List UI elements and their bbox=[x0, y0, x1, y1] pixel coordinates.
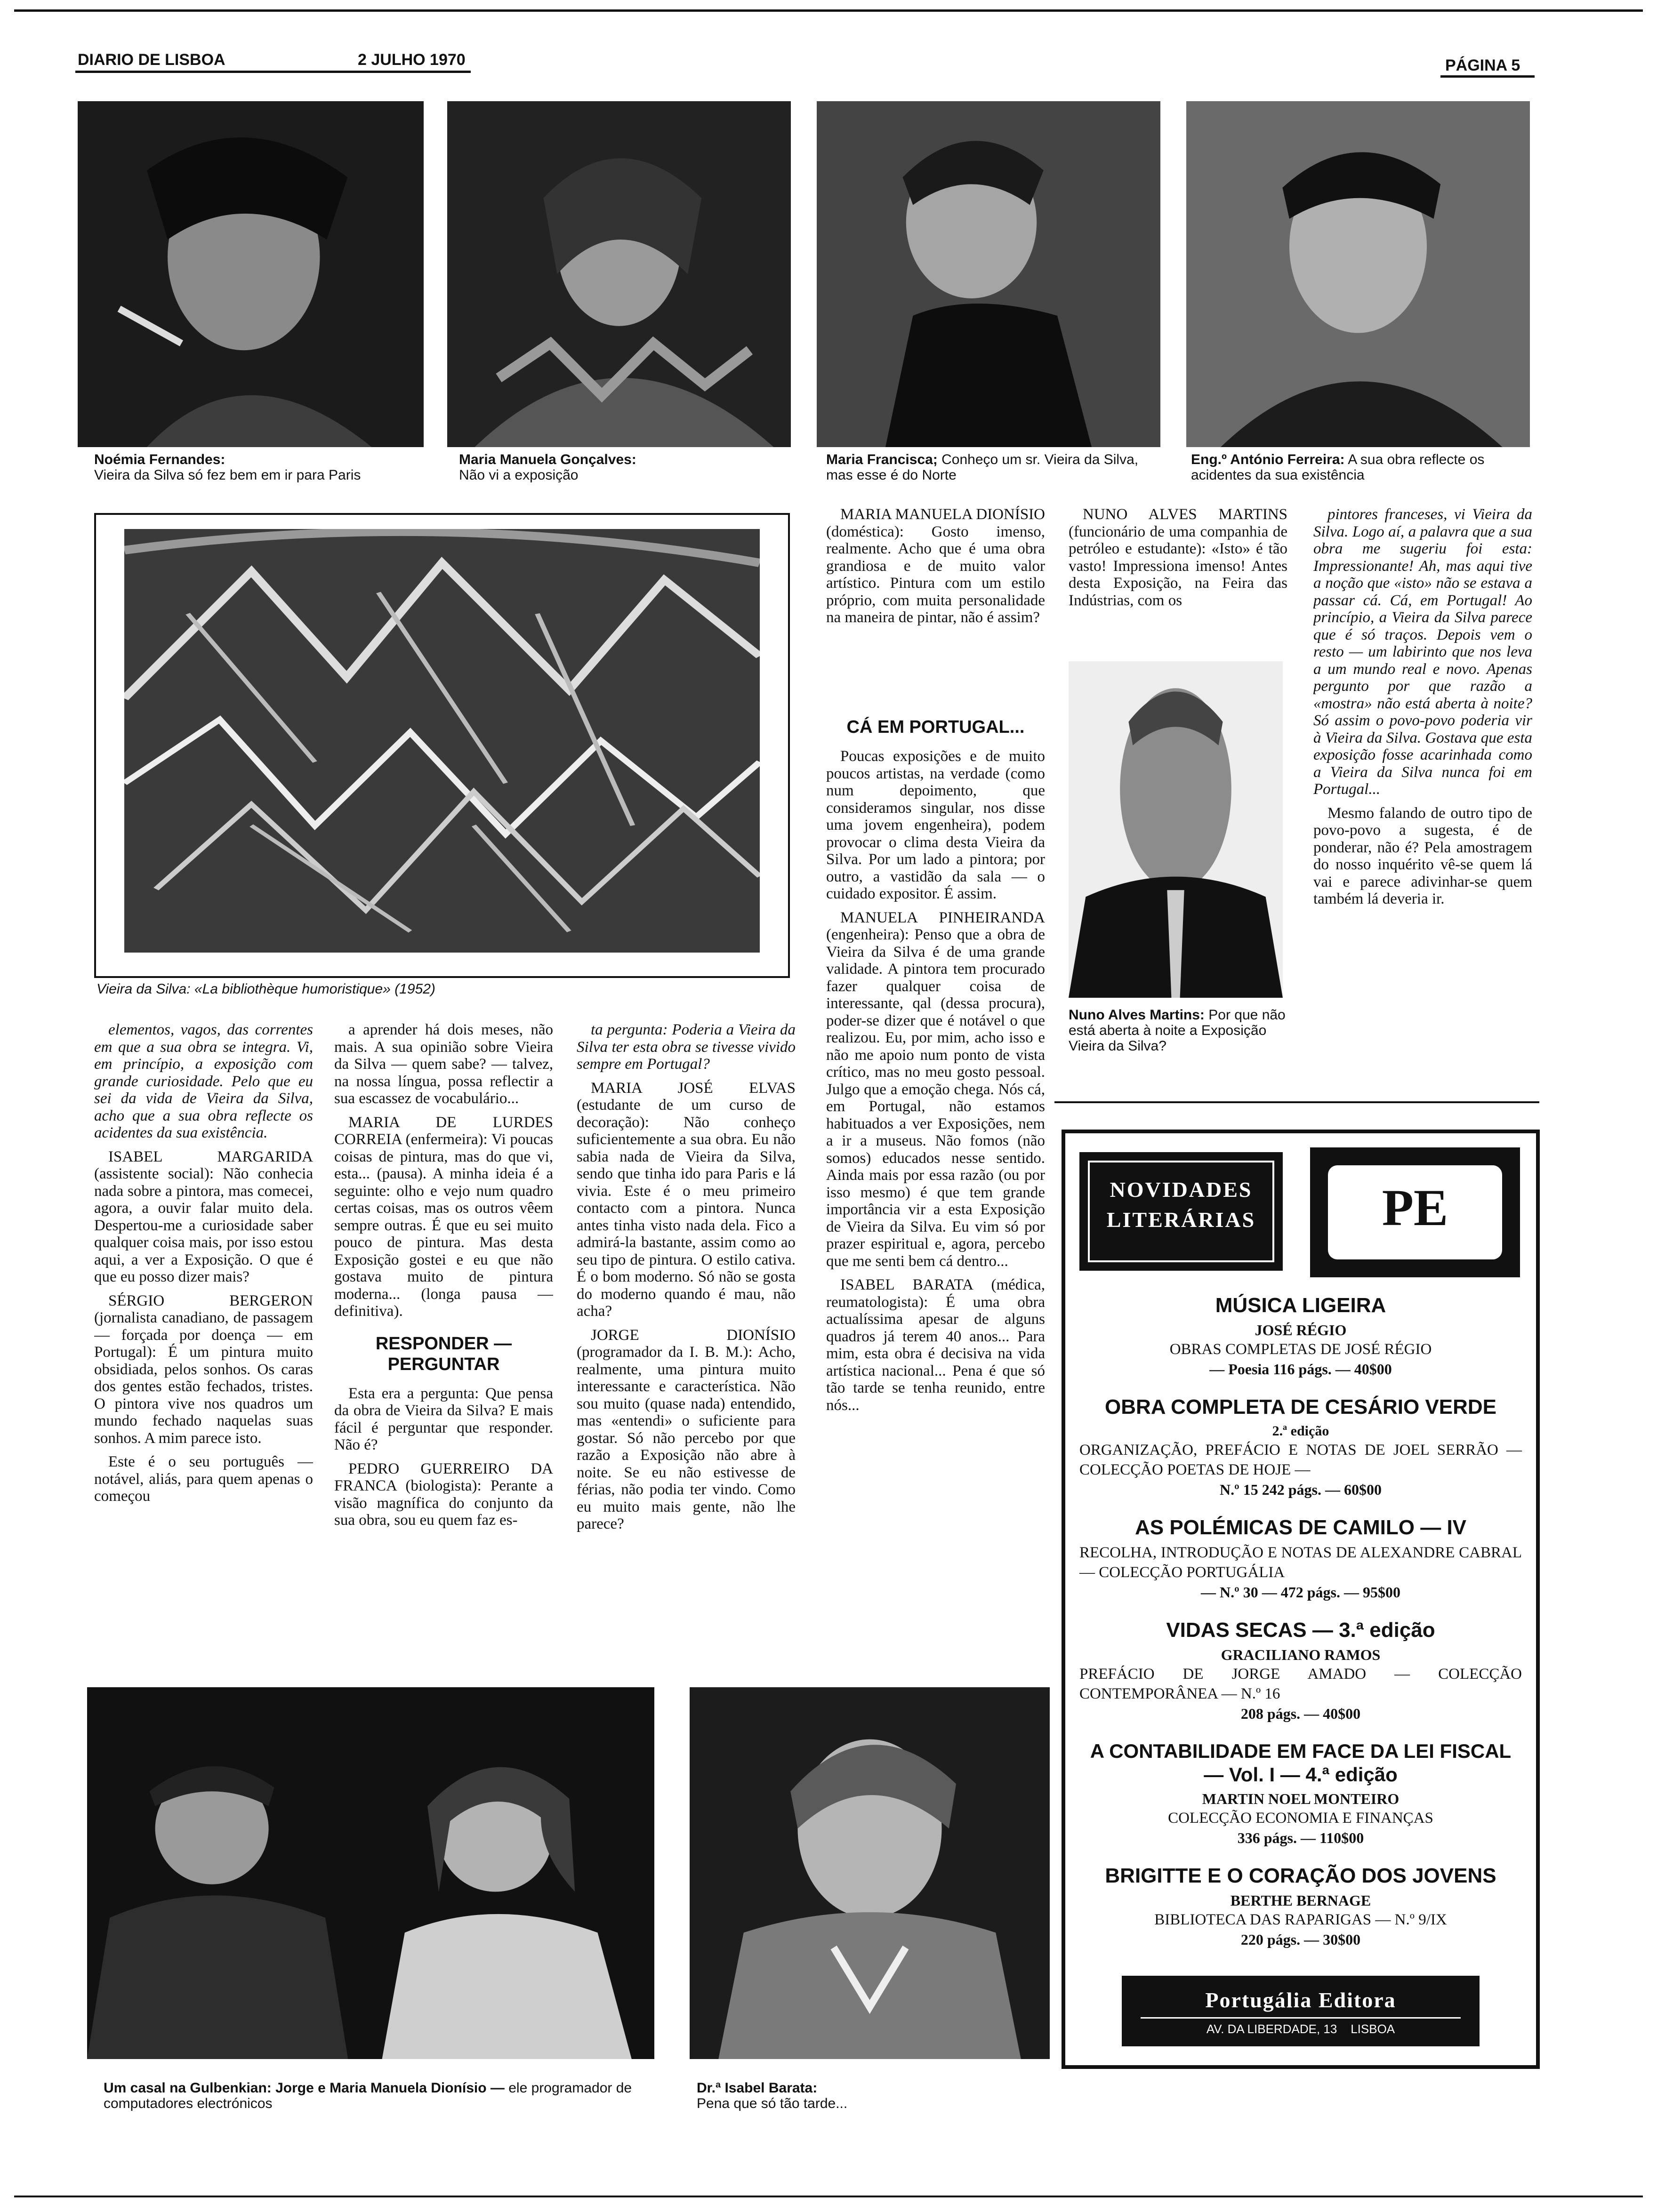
paragraph-mesmo-falando: Mesmo falando de outro tipo de povo-povo a sugesta, é de ponderar, não é? Pela amostragem do nosso inquérito vê-se quem lá vai e parece adivinhar-se quem também lá deveria ir. bbox=[1313, 804, 1532, 907]
book-price: 208 págs. — 40$00 bbox=[1240, 1705, 1361, 1722]
banner-line-2: LITERÁRIAS bbox=[1106, 1208, 1256, 1232]
paragraph-nuno-alves-martins: NUNO ALVES MARTINS (funcionário de uma companhia de petróleo e estudante): «Isto» é tão vasto! Impressiona imenso! Antes desta Exposição, na Feira das Indústrias, com os bbox=[1069, 506, 1287, 609]
caption-isabel-barata: Dr.ª Isabel Barata: Pena que só tão tarde... bbox=[697, 2080, 848, 2111]
book-price: — Poesia 116 págs. — 40$00 bbox=[1209, 1361, 1392, 1378]
book-price: 220 págs. — 30$00 bbox=[1240, 1931, 1361, 1948]
paragraph-poucas-exposicoes: Poucas exposições e de muito poucos artistas, na verdade (como num depoimento, que consideramos singular, nos disse uma jovem engenheira), podem provocar o clima desta Vieira da Silva. Por um lado a pintora; por outro, a vastidão da sala — o cuidado expositor. É assim. bbox=[826, 748, 1045, 902]
book-detail: PREFÁCIO DE JORGE AMADO — COLECÇÃO CONTEMPORÂNEA — N.º 16 bbox=[1079, 1666, 1522, 1702]
paragraph-sergio-bergeron: SÉRGIO BERGERON (jornalista canadiano, de passagem — forçada por doença — em Portugal): É um pintura muito obsidiada, pelos sonhos. Os caras dos gentes estão fechados, tristes. O pintora vive nos quadros um mundo fechado naquelas suas sonhos. A mim parece isto. bbox=[94, 1292, 313, 1447]
book-detail: COLECÇÃO ECONOMIA E FINANÇAS bbox=[1168, 1810, 1433, 1827]
column-a bbox=[826, 506, 1045, 694]
photo-maria-francisca bbox=[817, 101, 1160, 447]
book-detail: BIBLIOTECA DAS RAPARIGAS — N.º 9/IX bbox=[1154, 1911, 1447, 1928]
book-author-graciliano-ramos: GRACILIANO RAMOS bbox=[1221, 1646, 1381, 1663]
paragraph-pedro-guerreiro-da-franca: PEDRO GUERREIRO DA FRANCA (biologista): Perante a visão magnífica do conjunto da sua obra, sou eu quem faz es- bbox=[334, 1460, 553, 1529]
book-edition: 2.ª edição bbox=[1272, 1423, 1329, 1439]
issue-date: 2 JULHO 1970 bbox=[358, 51, 466, 69]
paragraph-maria-de-lurdes-correia: MARIA DE LURDES CORREIA (enfermeira): Vi poucas coisas de pintura, mas do que vi, esta... (pausa). A minha ideia é a seguinte: olho e vejo num quadro certas coisas, mas os outros vêem sempre outras. É que eu sei muito pouco de pintura. Mas desta Exposição gostei e eu que não gostava muito de pintura moderna... (longa pausa — definitiva). bbox=[334, 1114, 553, 1320]
book-price: 336 págs. — 110$00 bbox=[1237, 1829, 1364, 1846]
publisher-logo bbox=[1310, 1147, 1520, 1277]
book-author-berthe-bernage: BERTHE BERNAGE bbox=[1230, 1892, 1371, 1909]
caption-maria-francisca: Maria Francisca; Conheço um sr. Vieira da Silva, mas esse é do Norte bbox=[826, 452, 1139, 483]
book-detail: RECOLHA, INTRODUÇÃO E NOTAS DE ALEXANDRE CABRAL — COLECÇÃO PORTUGÁLIA bbox=[1079, 1544, 1522, 1581]
column-e bbox=[334, 1021, 553, 1666]
advert-portugalia-editora bbox=[1062, 1130, 1540, 2069]
painting-caption: Vieira da Silva: «La bibliothèque humoristique» (1952) bbox=[97, 981, 435, 997]
paragraph-pintores-franceses: pintores franceses, vi Vieira da Silva. Logo aí, a palavra que a sua obra me sugeriu foi esta: Impressionante! Ah, mas aqui tive a noção que «isto» não se estava a passar cá. Cá, em Portugal! Ao princípio, a Vieira da Silva parece que é só traços. Depois vem o resto — um labirinto que nos leva a um mundo real e novo. Apenas pergunto por que razão a «mostra» não está aberta à noite? Só assim o povo-povo poderia vir à Vieira da Silva. Gostava que esta exposição fosse acarinhada como a Vieira da Silva nunca foi em Portugal... bbox=[1313, 506, 1532, 798]
paragraph-esta-era-a-pergunta: Esta era a pergunta: Que pensa da obra de Vieira da Silva? E mais fácil é perguntar que responder. Não é? bbox=[334, 1385, 553, 1453]
subhead-ca-em-portugal: CÁ EM PORTUGAL... bbox=[846, 717, 1025, 737]
caption-antonio-ferreira: Eng.º António Ferreira: A sua obra reflecte os acidentes da sua existência bbox=[1191, 452, 1485, 483]
paragraph-manuela-pinheiranda: MANUELA PINHEIRANDA (engenheira): Penso que a obra de Vieira da Silva é de uma grande validade. A pintora tem procurado fazer qualquer coisa de interessante, qal (dessa procura), poder-se dizer que é notável o que realizou. Eu, por mim, acho isso e não me apoio num ponto de vista crítico, mas no meu gosto pessoal. Julgo que a emoção chega. Nós cá, em Portugal, não estamos habituados a ver Exposições, nem a ir a museus. Não fomos (não somos) educados nesse sentido. Ainda mais por essa razão (ou por isso mesmo) é que tem grande importância vir a esta Exposição de Vieira da Silva. Eu vim só por prazer espiritual e, agora, percebo que me senti bem cá dentro... bbox=[826, 909, 1045, 1270]
paragraph-isabel-barata: ISABEL BARATA (médica, reumatologista): É uma obra actualíssima apesar de alguns quadros já terem 40 anos... Para mim, esta obra é decisiva na vida artística nacional... Pena é que só tão tarde se tenha reunido, entre nós... bbox=[826, 1276, 1045, 1414]
book-author-jose-regio: JOSÉ RÉGIO bbox=[1255, 1322, 1347, 1338]
publisher-name: Portugália Editora bbox=[1205, 1988, 1396, 2012]
paragraph-a-aprender: a aprender há dois meses, não mais. A sua opinião sobre Vieira da Silva — quem sabe? — talvez, na nossa língua, possa reflectir a sua escassez de vocabulário... bbox=[334, 1021, 553, 1107]
page-number: PÁGINA 5 bbox=[1445, 56, 1520, 74]
book-detail: OBRAS COMPLETAS DE JOSÉ RÉGIO bbox=[1169, 1341, 1432, 1358]
subhead-responder-perguntar: RESPONDER — PERGUNTAR bbox=[375, 1333, 512, 1374]
column-d bbox=[94, 1021, 313, 1666]
photo-antonio-ferreira bbox=[1186, 101, 1530, 447]
paragraph-ta-pergunta: ta pergunta: Poderia a Vieira da Silva ter esta obra se tivesse vivido sempre em Portugal? bbox=[577, 1021, 796, 1073]
photo-nuno-alves-martins bbox=[1069, 661, 1283, 998]
caption-maria-manuela-goncalves: Maria Manuela Gonçalves: Não vi a exposição bbox=[459, 452, 636, 483]
column-c bbox=[1313, 506, 1532, 1071]
book-title-cesario-verde: OBRA COMPLETA DE CESÁRIO VERDE bbox=[1105, 1395, 1496, 1419]
book-title-polemicas-de-camilo: AS POLÉMICAS DE CAMILO — IV bbox=[1134, 1516, 1467, 1539]
paragraph-este-e-o-seu-portugues: Este é o seu português — notável, aliás, para quem apenas o começou bbox=[94, 1453, 313, 1505]
paragraph-maria-jose-elvas: MARIA JOSÉ ELVAS (estudante de um curso de decoração): Não conheço suficientemente a sua obra. Eu não sabia nada de Vieira da Silva, sendo que tinha ido para Paris e lá vivia. Este é o meu primeiro contacto com a pintora. Nunca antes tinha visto nada dela. Fico a admirá-la bastante, assim como ao seu tipo de pintura. O estilo cativa. É o bom moderno. Só não se gosta do moderno quando é mau, não acha? bbox=[577, 1079, 796, 1320]
header-rule bbox=[75, 71, 471, 73]
caption-noemia: Noémia Fernandes: Vieira da Silva só fez bem em ir para Paris bbox=[94, 452, 361, 483]
column-b bbox=[1069, 506, 1287, 647]
bottom-border bbox=[14, 2196, 1643, 2197]
logo-monogram: PE bbox=[1328, 1165, 1502, 1259]
caption-casal-gulbenkian: Um casal na Gulbenkian: Jorge e Maria Manuela Dionísio — ele programador de computadores electrónicos bbox=[104, 2080, 632, 2111]
caption-nuno-alves-martins: Nuno Alves Martins: Por que não está aberta à noite a Exposição Vieira da Silva? bbox=[1069, 1007, 1286, 1054]
book-price: N.º 15 242 págs. — 60$00 bbox=[1220, 1481, 1382, 1498]
photo-maria-manuela-goncalves bbox=[447, 101, 791, 447]
column-f bbox=[577, 1021, 796, 1666]
photo-isabel-barata bbox=[690, 1687, 1050, 2059]
paragraph-jorge-dionisio: JORGE DIONÍSIO (programador da I. B. M.): Acho, realmente, uma pintura muito interessante e característica. Não sou muito (quase nada) entendido, mas «entendi» o suficiente para gostar. Só não percebo por que razão a Exposição não abre à noite. Se eu não estivesse de férias, não podia ter vindo. Como eu muito mais gente, não lhe parece? bbox=[577, 1326, 796, 1532]
photo-noemia-fernandes bbox=[78, 101, 424, 447]
book-title-musica-ligeira: MÚSICA LIGEIRA bbox=[1215, 1294, 1386, 1317]
header-rule-right bbox=[1440, 75, 1535, 78]
banner-novidades-literarias bbox=[1079, 1152, 1283, 1271]
book-title-vidas-secas: VIDAS SECAS — 3.ª edição bbox=[1166, 1619, 1435, 1642]
top-border bbox=[14, 9, 1643, 12]
paper-name: DIARIO DE LISBOA bbox=[78, 51, 225, 69]
book-price: — N.º 30 — 472 págs. — 95$00 bbox=[1201, 1584, 1400, 1601]
publisher-address: AV. DA LIBERDADE, 13 LISBOA bbox=[1141, 2017, 1461, 2039]
book-list bbox=[1079, 1293, 1522, 1949]
painting-frame bbox=[94, 513, 790, 978]
ad-separator-rule bbox=[1054, 1101, 1539, 1103]
painting-bibliotheque-humoristique bbox=[124, 529, 760, 953]
book-author-martin-noel-monteiro: MARTIN NOEL MONTEIRO bbox=[1202, 1790, 1400, 1807]
paragraph-elementos-vagos: elementos, vagos, das correntes em que a sua obra se integra. Vi, em princípio, a exposição com grande curiosidade. Pelo que eu sei da vida de Vieira da Silva, acho que a sua obra reflecte os acidentes da sua existência. bbox=[94, 1021, 313, 1141]
banner-line-1: NOVIDADES bbox=[1110, 1178, 1253, 1202]
paragraph-maria-manuela-dionisio: MARIA MANUELA DIONÍSIO (doméstica): Gosto imenso, realmente. Acho que é uma obra grandiosa e de muito valor artístico. Pintura com um estilo próprio, com muita personalidade na maneira de pintar, não é assim? bbox=[826, 506, 1045, 626]
book-detail: ORGANIZAÇÃO, PREFÁCIO E NOTAS DE JOEL SERRÃO — COLECÇÃO POETAS DE HOJE — bbox=[1079, 1442, 1522, 1478]
column-a-continued bbox=[826, 704, 1045, 1645]
photo-jorge-e-maria-manuela-dionisio bbox=[87, 1687, 654, 2059]
book-title-brigitte: BRIGITTE E O CORAÇÃO DOS JOVENS bbox=[1105, 1864, 1496, 1887]
book-title-contabilidade: A CONTABILIDADE EM FACE DA LEI FISCAL — Vol. I — 4.ª edição bbox=[1090, 1740, 1512, 1786]
paragraph-isabel-margarida: ISABEL MARGARIDA (assistente social): Não conhecia nada sobre a pintora, mas comecei, agora, a ouvir falar muito dela. Despertou-me a curiosidade saber qualquer coisa mais, por isso estou aqui, a ver a Exposição. O que é que eu posso dizer mais? bbox=[94, 1148, 313, 1285]
publisher-block bbox=[1122, 1976, 1480, 2046]
